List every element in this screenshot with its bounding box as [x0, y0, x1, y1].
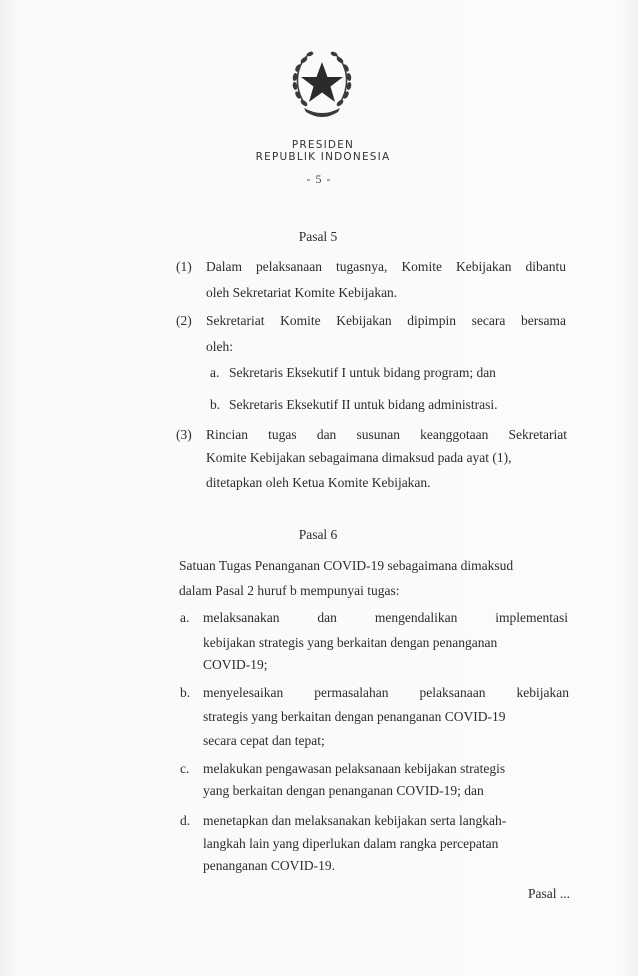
pasal-6-item-b-line-3: secara cepat dan tepat;	[203, 733, 325, 748]
ayat-2-item-b-text: Sekretaris Eksekutif II untuk bidang administrasi.	[229, 397, 498, 412]
word: mengendalikan	[374, 610, 458, 625]
word: menyelesaikan	[203, 685, 284, 700]
pasal-6-intro-line-1: Satuan Tugas Penanganan COVID-19 sebagaimana dimaksud	[179, 558, 514, 573]
ayat-2-item-a-text: Sekretaris Eksekutif I untuk bidang program; dan	[229, 365, 496, 380]
word: permasalahan	[314, 685, 389, 700]
word: pelaksanaan	[419, 685, 486, 700]
word: dibantu	[525, 259, 566, 274]
header-republik-indonesia: REPUBLIK INDONESIA	[255, 151, 391, 163]
pasal-6-item-a-marker: a.	[180, 610, 190, 625]
ayat-3-line-3: ditetapkan oleh Ketua Komite Kebijakan.	[206, 475, 431, 490]
word: Dalam	[206, 259, 242, 274]
word: dan	[317, 610, 337, 625]
word: implementasi	[495, 610, 568, 625]
word: Sekretariat	[508, 427, 567, 442]
header-presiden: PRESIDEN	[291, 139, 355, 151]
ayat-2-line-2: oleh:	[206, 339, 233, 354]
page-number: - 5 -	[306, 172, 332, 186]
word: keanggotaan	[420, 427, 489, 442]
pasal-6-title: Pasal 6	[298, 527, 338, 542]
pasal-6-item-c-line-2: yang berkaitan dengan penanganan COVID-19; dan	[203, 783, 484, 798]
pasal-6-item-a-line-1	[203, 610, 568, 626]
word: dipimpin	[407, 313, 457, 328]
word: pelaksanaan	[256, 259, 322, 274]
word: Komite	[280, 313, 321, 328]
pasal-6-item-b-line-1	[203, 685, 569, 701]
pasal-6-item-d-line-1: menetapkan dan melaksanakan kebijakan serta langkah-	[203, 813, 507, 828]
ayat-1-marker: (1)	[176, 259, 192, 274]
garuda-star-emblem-icon	[282, 42, 362, 122]
word: bersama	[521, 313, 566, 328]
ayat-1-line-1	[206, 259, 566, 275]
ayat-3-line-2: Komite Kebijakan sebagaimana dimaksud pada ayat (1),	[206, 450, 512, 465]
pasal-6-item-b-line-2: strategis yang berkaitan dengan penanganan COVID-19	[203, 709, 506, 724]
word: tugasnya,	[336, 259, 388, 274]
pasal-6-item-a-line-2: kebijakan strategis yang berkaitan dengan penanganan	[203, 635, 498, 650]
pasal-6-item-d-line-2: langkah lain yang diperlukan dalam rangka percepatan	[203, 836, 499, 851]
pasal-6-item-a-line-3: COVID-19;	[203, 657, 268, 672]
page-continuation: Pasal ...	[528, 886, 570, 901]
word: Kebijakan	[336, 313, 392, 328]
word: Komite	[401, 259, 442, 274]
word: susunan	[356, 427, 400, 442]
pasal-5-title: Pasal 5	[298, 229, 338, 244]
pasal-6-item-c-line-1: melakukan pengawasan pelaksanaan kebijakan strategis	[203, 761, 506, 776]
ayat-2-line-1	[206, 313, 566, 329]
word: Sekretariat	[206, 313, 265, 328]
ayat-2-marker: (2)	[176, 313, 192, 328]
pasal-6-item-c-marker: c.	[180, 761, 190, 776]
pasal-6-intro-line-2: dalam Pasal 2 huruf b mempunyai tugas:	[179, 583, 400, 598]
ayat-3-line-1	[206, 427, 567, 443]
ayat-2-item-a-marker: a.	[210, 365, 220, 380]
pasal-6-item-d-marker: d.	[180, 813, 191, 828]
pasal-6-item-d-line-3: penanganan COVID-19.	[203, 858, 335, 873]
ayat-2-item-b-marker: b.	[210, 397, 221, 412]
word: kebijakan	[516, 685, 569, 700]
word: dan	[316, 427, 337, 442]
word: melaksanakan	[203, 610, 280, 625]
pasal-6-item-b-marker: b.	[180, 685, 191, 700]
ayat-3-marker: (3)	[176, 427, 192, 442]
word: Rincian	[206, 427, 248, 442]
word: secara	[471, 313, 506, 328]
word: Kebijakan	[455, 259, 512, 274]
word: tugas	[268, 427, 297, 442]
ayat-1-line-2: oleh Sekretariat Komite Kebijakan.	[206, 285, 398, 300]
